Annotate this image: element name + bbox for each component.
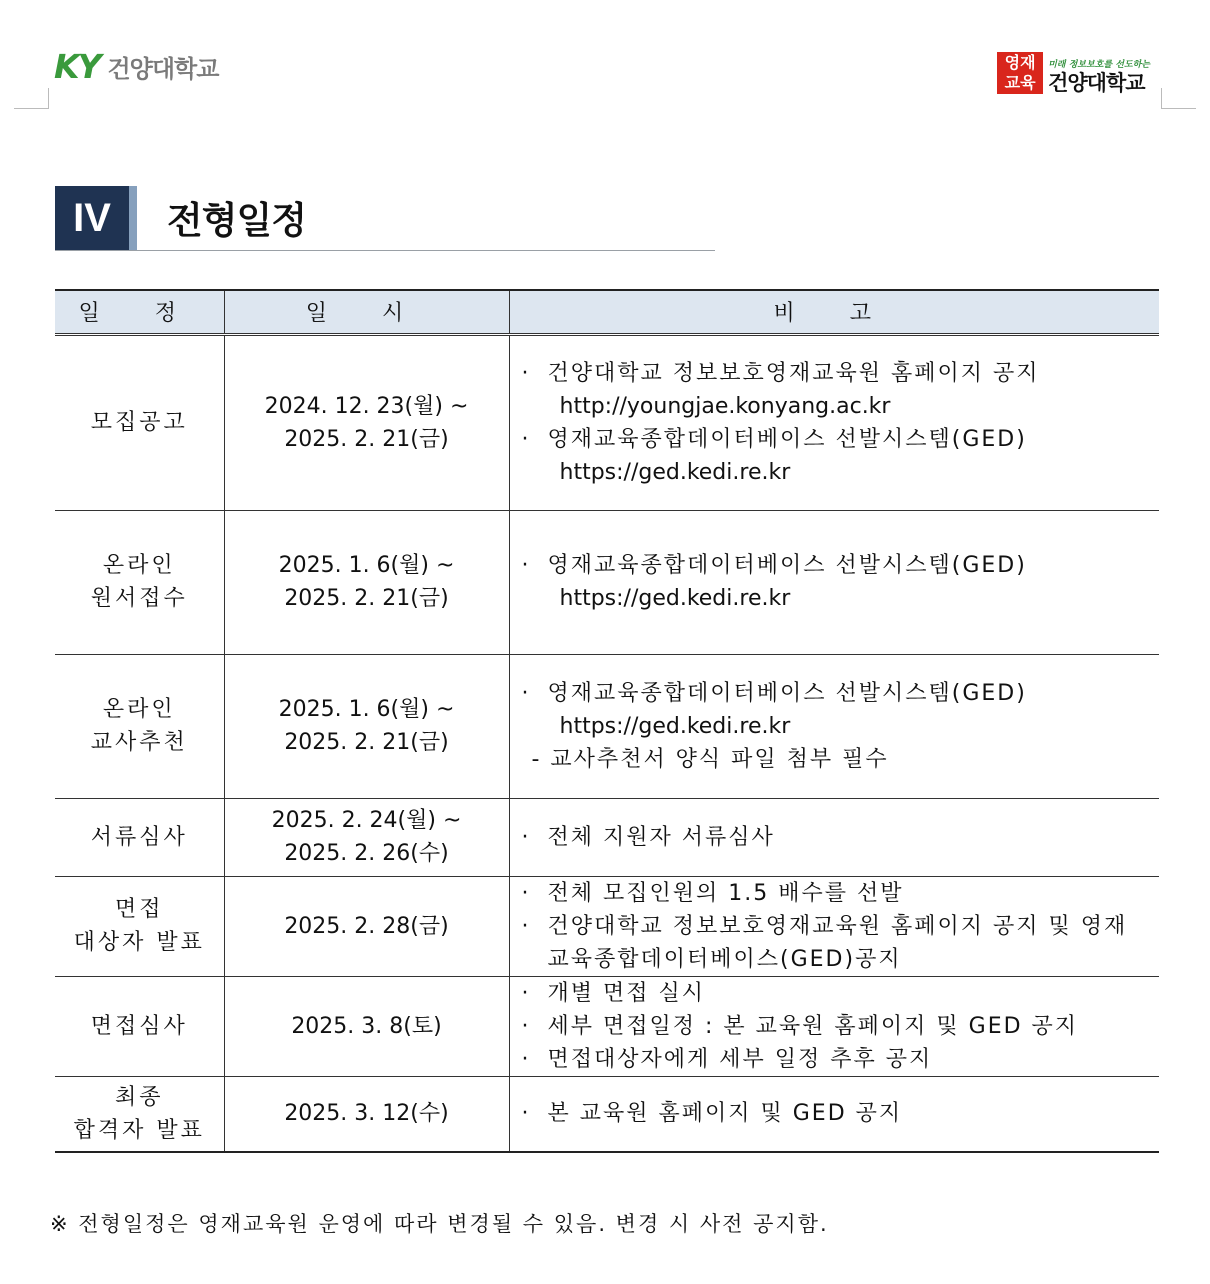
note-bullet: · 개별 면접 실시 xyxy=(522,977,1150,1010)
date-cell: 2025. 2. 28(금) xyxy=(224,876,509,976)
crop-mark-right xyxy=(1161,88,1196,109)
date-cell: 2025. 3. 12(수) xyxy=(224,1076,509,1152)
table-header-row xyxy=(55,290,1159,334)
note-url: http://youngjae.konyang.ac.kr xyxy=(559,393,891,419)
notes-cell xyxy=(509,1076,1159,1152)
logo-university-name: 건양대학교 xyxy=(107,54,219,83)
date-cell: 2025. 1. 6(월) ~ 2025. 2. 21(금) xyxy=(224,510,509,654)
notes-cell xyxy=(509,798,1159,876)
note-bullet: · 전체 지원자 서류심사 xyxy=(522,821,1150,854)
note-bullet: · 면접대상자에게 세부 일정 추후 공지 xyxy=(522,1043,1150,1076)
section-title: 전형일정 xyxy=(167,199,306,242)
bullet-dot: · xyxy=(521,913,531,939)
schedule-table xyxy=(55,289,1159,1153)
note-bullet: · 건양대학교 정보보호영재교육원 홈페이지 공지 및 영재교육종합데이터베이스(GED)공지 xyxy=(522,910,1150,976)
note-url: https://ged.kedi.re.kr xyxy=(559,586,791,611)
note-bullet: · 세부 면접일정 : 본 교육원 홈페이지 및 GED 공지 xyxy=(522,1010,1150,1043)
bullet-dot: · xyxy=(521,680,531,706)
konyang-logo xyxy=(54,48,218,84)
bullet-dot: · xyxy=(521,426,531,452)
table-row xyxy=(55,1076,1159,1152)
table-row xyxy=(55,876,1159,976)
notes-cell xyxy=(509,654,1159,798)
table-row xyxy=(55,798,1159,876)
table-row xyxy=(55,334,1159,510)
header-notes: 비 고 xyxy=(509,290,1159,334)
bullet-dot: · xyxy=(521,553,531,578)
notes-cell xyxy=(509,976,1159,1076)
logo-right-university-name: 건양대학교 xyxy=(1048,71,1145,95)
stage-cell: 온라인 원서접수 xyxy=(55,510,224,654)
section-number-accent xyxy=(129,186,137,250)
date-cell: 2025. 1. 6(월) ~ 2025. 2. 21(금) xyxy=(224,654,509,798)
note-url: https://ged.kedi.re.kr xyxy=(559,713,791,739)
bullet-dot: · xyxy=(521,1101,531,1127)
table-row xyxy=(55,976,1159,1076)
note-bullet: · 본 교육원 홈페이지 및 GED 공지 xyxy=(522,1097,1150,1130)
table-row xyxy=(55,654,1159,798)
note-bullet: · 영재교육종합데이터베이스 선발시스템(GED) xyxy=(522,677,1150,710)
note-bullet: · 전체 모집인원의 1.5 배수를 선발 xyxy=(522,877,1150,910)
stage-cell: 최종 합격자 발표 xyxy=(55,1076,224,1152)
stage-cell: 온라인 교사추천 xyxy=(55,654,224,798)
notes-cell xyxy=(509,876,1159,976)
note-bullet: · 영재교육종합데이터베이스 선발시스템(GED) xyxy=(522,549,1150,582)
stage-cell: 서류심사 xyxy=(55,798,224,876)
logo-slogan: 미래 정보보호를 선도하는 xyxy=(1048,60,1150,70)
note-url: https://ged.kedi.re.kr xyxy=(559,459,791,485)
ky-logo-mark: KY xyxy=(54,46,100,86)
header-date: 일 시 xyxy=(224,290,509,334)
header-stage: 일 정 xyxy=(55,290,224,334)
note-bullet: · 건양대학교 정보보호영재교육원 홈페이지 공지 xyxy=(522,357,1150,390)
section-heading xyxy=(55,186,715,251)
gifted-education-logo xyxy=(997,52,1150,94)
footnote: ※ 전형일정은 영재교육원 운영에 따라 변경될 수 있음. 변경 시 사전 공지함. xyxy=(50,1212,829,1236)
gifted-education-badge: 영재 교육 xyxy=(997,52,1043,94)
date-cell: 2025. 3. 8(토) xyxy=(224,976,509,1076)
stage-cell: 면접심사 xyxy=(55,976,224,1076)
bullet-dot: · xyxy=(521,1013,531,1039)
stage-cell: 면접 대상자 발표 xyxy=(55,876,224,976)
section-number: IV xyxy=(73,196,111,240)
note-dash: - 교사추천서 양식 파일 첨부 필수 xyxy=(531,746,889,772)
bullet-dot: · xyxy=(521,824,531,850)
date-cell: 2025. 2. 24(월) ~ 2025. 2. 26(수) xyxy=(224,798,509,876)
bullet-dot: · xyxy=(521,980,531,1006)
crop-mark-left xyxy=(14,88,49,109)
note-bullet: · 영재교육종합데이터베이스 선발시스템(GED) xyxy=(522,423,1150,456)
bullet-dot: · xyxy=(521,360,531,386)
stage-cell: 모집공고 xyxy=(55,334,224,510)
notes-cell xyxy=(509,510,1159,654)
notes-cell xyxy=(509,334,1159,510)
bullet-dot: · xyxy=(521,1046,531,1072)
table-row xyxy=(55,510,1159,654)
bullet-dot: · xyxy=(521,880,531,906)
date-cell: 2024. 12. 23(월) ~ 2025. 2. 21(금) xyxy=(224,334,509,510)
